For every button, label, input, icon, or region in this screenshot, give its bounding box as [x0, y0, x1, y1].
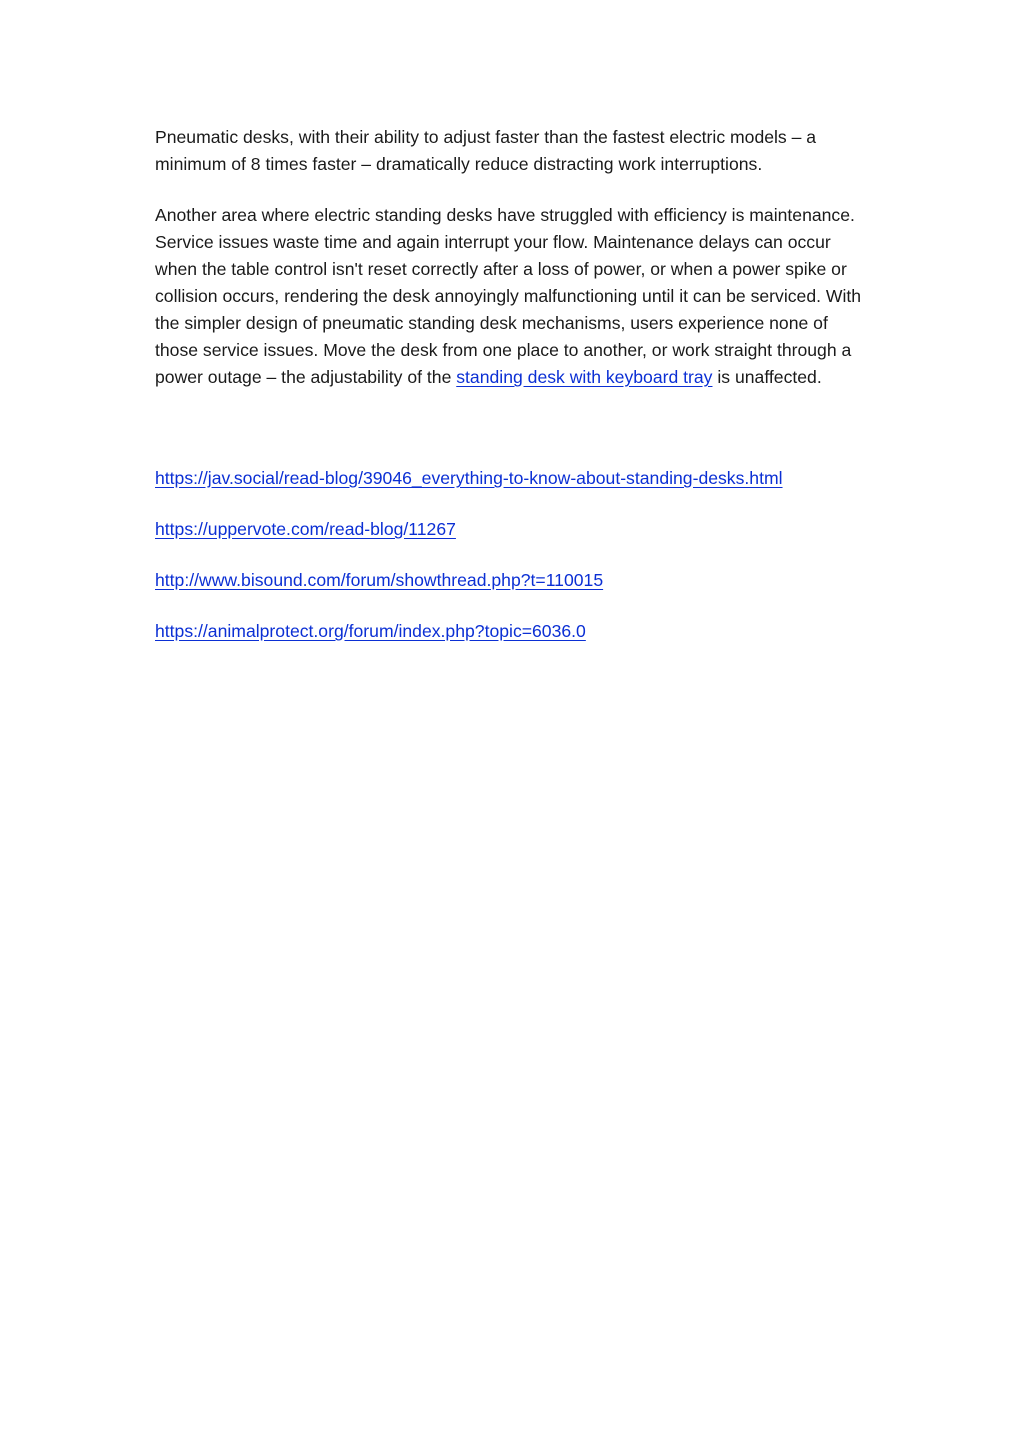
link-item — [155, 618, 870, 645]
uppervote-link[interactable]: https://uppervote.com/read-blog/11267 — [155, 519, 456, 539]
paragraph-text-after-link: is unaffected. — [712, 367, 822, 387]
bisound-link[interactable]: http://www.bisound.com/forum/showthread.php?t=110015 — [155, 570, 604, 590]
paragraph-text-before-link: Another area where electric standing desks have struggled with efficiency is maintenance. Service issues waste time and again interrupt your flow. Maintenance delays can occur when the table control isn't reset correctly after a loss of power, or when a power spike or collision occurs, rendering the desk annoyingly malfunctioning until it can be serviced. With the simpler design of pneumatic standing desk mechanisms, users experience none of those service issues. Move the desk from one place to another, or work straight through a power outage – the adjustability of the — [155, 205, 862, 387]
jav-social-link[interactable]: https://jav.social/read-blog/39046_everything-to-know-about-standing-desks.html — [155, 468, 783, 488]
paragraph-maintenance — [155, 202, 870, 391]
link-item — [155, 516, 870, 543]
link-item — [155, 465, 870, 492]
document-page — [155, 124, 870, 669]
paragraph-text: Pneumatic desks, with their ability to adjust faster than the fastest electric models – a minimum of 8 times faster – dramatically reduce distracting work interruptions. — [155, 127, 817, 174]
link-item — [155, 567, 870, 594]
standing-desk-keyboard-tray-link[interactable]: standing desk with keyboard tray — [456, 367, 713, 387]
paragraph-pneumatic-speed — [155, 124, 870, 178]
animalprotect-link[interactable]: https://animalprotect.org/forum/index.php?topic=6036.0 — [155, 621, 586, 641]
spacer — [155, 415, 870, 465]
